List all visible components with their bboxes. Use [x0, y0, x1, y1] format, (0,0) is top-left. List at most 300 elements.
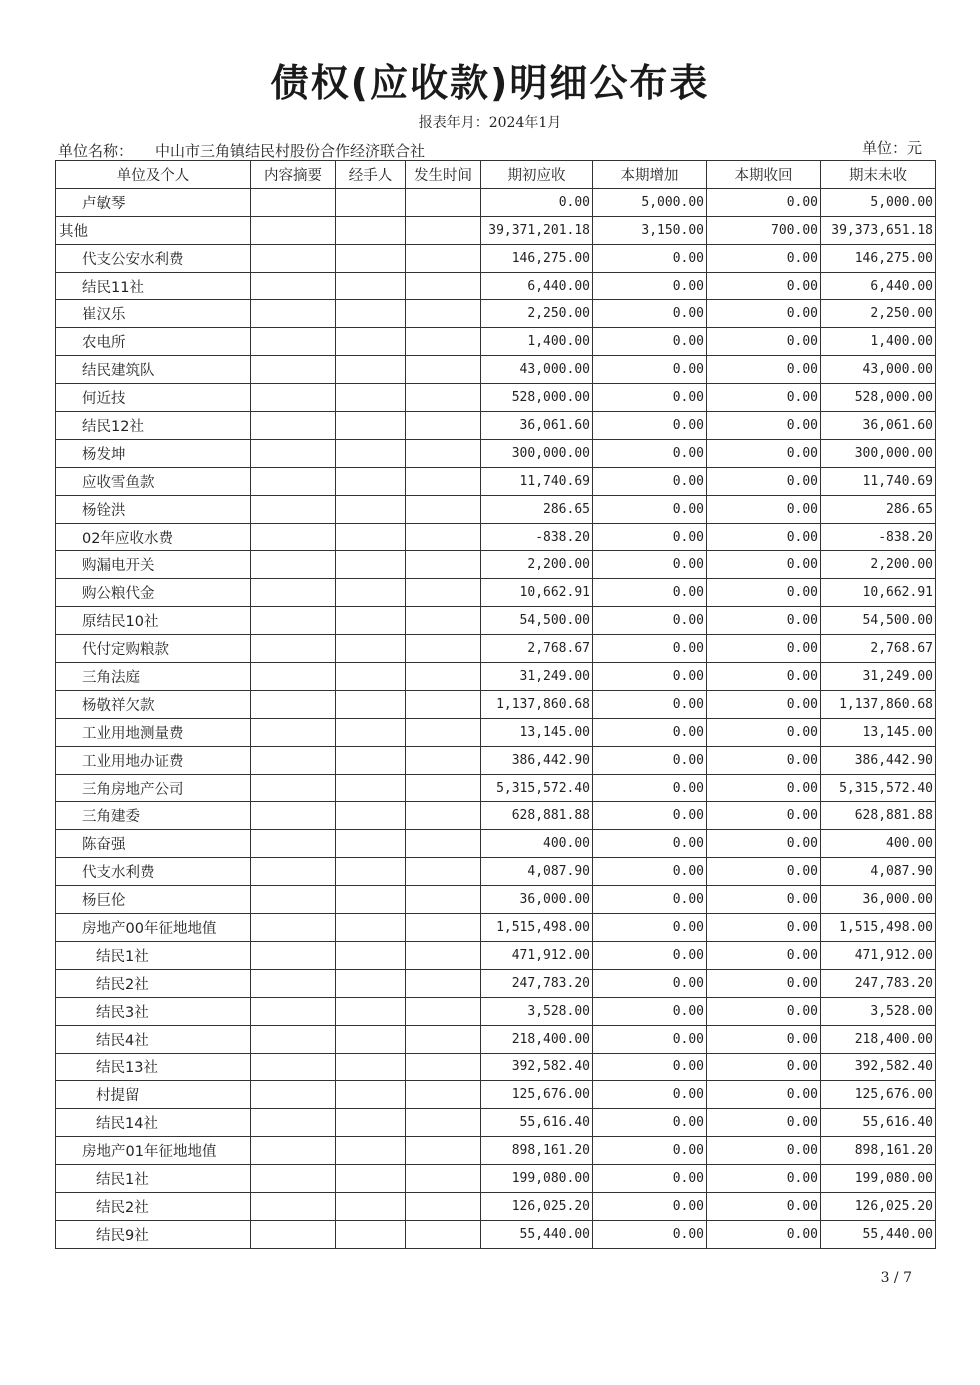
row-closing-balance: 628,881.88: [821, 802, 936, 830]
row-entity-name: 三角建委: [56, 802, 251, 830]
row-opening-balance: 628,881.88: [481, 802, 593, 830]
table-row: [56, 774, 936, 802]
table-header-row: [56, 161, 936, 189]
row-recovered: 0.00: [707, 356, 821, 384]
table-row: [56, 690, 936, 718]
row-closing-balance: 3,528.00: [821, 997, 936, 1025]
table-row: [56, 1109, 936, 1137]
row-increase: 0.00: [593, 635, 707, 663]
table-row: [56, 718, 936, 746]
table-row: [56, 635, 936, 663]
table-row: [56, 551, 936, 579]
row-closing-balance: 199,080.00: [821, 1165, 936, 1193]
row-opening-balance: 1,515,498.00: [481, 914, 593, 942]
row-date: [406, 523, 481, 551]
row-handler: [336, 635, 406, 663]
row-handler: [336, 244, 406, 272]
row-increase: 5,000.00: [593, 188, 707, 216]
page-number: 3 / 7: [880, 1270, 912, 1286]
row-recovered: 0.00: [707, 412, 821, 440]
row-entity-name: 结民2社: [56, 969, 251, 997]
row-entity-name: 三角法庭: [56, 663, 251, 691]
row-handler: [336, 356, 406, 384]
row-recovered: 0.00: [707, 244, 821, 272]
row-recovered: 0.00: [707, 746, 821, 774]
currency-unit: 单位：元: [861, 139, 922, 157]
row-handler: [336, 412, 406, 440]
row-summary: [251, 384, 336, 412]
row-date: [406, 356, 481, 384]
row-entity-name: 房地产01年征地地值: [56, 1137, 251, 1165]
row-closing-balance: 126,025.20: [821, 1192, 936, 1220]
row-handler: [336, 607, 406, 635]
table-row: [56, 886, 936, 914]
row-opening-balance: 386,442.90: [481, 746, 593, 774]
row-entity-name: 结民1社: [56, 941, 251, 969]
row-opening-balance: 0.00: [481, 188, 593, 216]
row-opening-balance: 1,400.00: [481, 328, 593, 356]
row-increase: 0.00: [593, 886, 707, 914]
table-row: [56, 969, 936, 997]
row-summary: [251, 1109, 336, 1137]
row-entity-name: 购漏电开关: [56, 551, 251, 579]
row-recovered: 0.00: [707, 718, 821, 746]
row-handler: [336, 1192, 406, 1220]
row-increase: 0.00: [593, 1081, 707, 1109]
row-handler: [336, 1165, 406, 1193]
table-row: [56, 439, 936, 467]
report-period: 报表年月：2024年1月: [418, 115, 562, 131]
row-summary: [251, 439, 336, 467]
row-closing-balance: 54,500.00: [821, 607, 936, 635]
row-entity-name: 陈奋强: [56, 830, 251, 858]
row-closing-balance: 146,275.00: [821, 244, 936, 272]
row-recovered: 0.00: [707, 914, 821, 942]
table-row: [56, 188, 936, 216]
row-opening-balance: 2,250.00: [481, 300, 593, 328]
row-recovered: 0.00: [707, 188, 821, 216]
row-increase: 0.00: [593, 467, 707, 495]
row-recovered: 0.00: [707, 1137, 821, 1165]
row-opening-balance: 218,400.00: [481, 1025, 593, 1053]
row-opening-balance: 1,137,860.68: [481, 690, 593, 718]
row-closing-balance: 898,161.20: [821, 1137, 936, 1165]
row-handler: [336, 523, 406, 551]
row-increase: 0.00: [593, 718, 707, 746]
row-recovered: 0.00: [707, 467, 821, 495]
receivables-table: [55, 160, 936, 1249]
row-entity-name: 应收雪鱼款: [56, 467, 251, 495]
row-summary: [251, 188, 336, 216]
row-recovered: 0.00: [707, 774, 821, 802]
row-opening-balance: 286.65: [481, 495, 593, 523]
row-handler: [336, 1053, 406, 1081]
row-entity-name: 结民3社: [56, 997, 251, 1025]
row-closing-balance: 5,315,572.40: [821, 774, 936, 802]
table-row: [56, 830, 936, 858]
row-closing-balance: 386,442.90: [821, 746, 936, 774]
row-increase: 0.00: [593, 774, 707, 802]
row-date: [406, 802, 481, 830]
row-summary: [251, 886, 336, 914]
row-date: [406, 328, 481, 356]
row-handler: [336, 384, 406, 412]
row-handler: [336, 551, 406, 579]
row-recovered: 700.00: [707, 216, 821, 244]
col-header-opening: 期初应收: [481, 161, 593, 189]
row-increase: 0.00: [593, 300, 707, 328]
table-row: [56, 1165, 936, 1193]
row-closing-balance: 286.65: [821, 495, 936, 523]
row-summary: [251, 746, 336, 774]
row-opening-balance: 11,740.69: [481, 467, 593, 495]
row-opening-balance: 31,249.00: [481, 663, 593, 691]
table-row: [56, 356, 936, 384]
row-recovered: 0.00: [707, 328, 821, 356]
row-summary: [251, 663, 336, 691]
row-opening-balance: 10,662.91: [481, 579, 593, 607]
row-entity-name: 结民13社: [56, 1053, 251, 1081]
row-closing-balance: 39,373,651.18: [821, 216, 936, 244]
row-opening-balance: 2,768.67: [481, 635, 593, 663]
row-recovered: 0.00: [707, 1081, 821, 1109]
table-row: [56, 1192, 936, 1220]
row-recovered: 0.00: [707, 1025, 821, 1053]
unit-name-line: [58, 140, 425, 161]
row-opening-balance: 125,676.00: [481, 1081, 593, 1109]
row-entity-name: 代支水利费: [56, 858, 251, 886]
row-handler: [336, 969, 406, 997]
row-date: [406, 188, 481, 216]
table-row: [56, 941, 936, 969]
row-recovered: 0.00: [707, 384, 821, 412]
row-closing-balance: 36,000.00: [821, 886, 936, 914]
row-closing-balance: 125,676.00: [821, 1081, 936, 1109]
table-row: [56, 244, 936, 272]
row-increase: 0.00: [593, 1053, 707, 1081]
row-entity-name: 原结民10社: [56, 607, 251, 635]
row-increase: 0.00: [593, 663, 707, 691]
row-summary: [251, 1137, 336, 1165]
row-closing-balance: 2,250.00: [821, 300, 936, 328]
row-closing-balance: 2,768.67: [821, 635, 936, 663]
row-opening-balance: 4,087.90: [481, 858, 593, 886]
row-recovered: 0.00: [707, 997, 821, 1025]
row-opening-balance: 54,500.00: [481, 607, 593, 635]
row-date: [406, 1192, 481, 1220]
row-increase: 3,150.00: [593, 216, 707, 244]
row-opening-balance: 898,161.20: [481, 1137, 593, 1165]
row-entity-name: 卢敏琴: [56, 188, 251, 216]
row-date: [406, 1025, 481, 1053]
row-closing-balance: 218,400.00: [821, 1025, 936, 1053]
row-increase: 0.00: [593, 914, 707, 942]
row-entity-name: 杨巨伦: [56, 886, 251, 914]
row-handler: [336, 1220, 406, 1248]
row-date: [406, 467, 481, 495]
col-header-closing: 期末未收: [821, 161, 936, 189]
row-summary: [251, 300, 336, 328]
table-row: [56, 607, 936, 635]
row-closing-balance: 10,662.91: [821, 579, 936, 607]
row-increase: 0.00: [593, 607, 707, 635]
row-recovered: 0.00: [707, 969, 821, 997]
row-increase: 0.00: [593, 858, 707, 886]
row-opening-balance: 55,440.00: [481, 1220, 593, 1248]
row-entity-name: 杨铨洪: [56, 495, 251, 523]
row-opening-balance: 3,528.00: [481, 997, 593, 1025]
row-opening-balance: 5,315,572.40: [481, 774, 593, 802]
row-closing-balance: 43,000.00: [821, 356, 936, 384]
row-closing-balance: 300,000.00: [821, 439, 936, 467]
row-handler: [336, 1081, 406, 1109]
row-date: [406, 914, 481, 942]
row-date: [406, 746, 481, 774]
row-date: [406, 663, 481, 691]
row-entity-name: 结民建筑队: [56, 356, 251, 384]
row-summary: [251, 1053, 336, 1081]
table-row: [56, 663, 936, 691]
table-row: [56, 1137, 936, 1165]
col-header-date: 发生时间: [406, 161, 481, 189]
row-recovered: 0.00: [707, 830, 821, 858]
row-handler: [336, 1137, 406, 1165]
row-increase: 0.00: [593, 384, 707, 412]
table-body: [56, 188, 936, 1248]
row-closing-balance: 55,616.40: [821, 1109, 936, 1137]
row-handler: [336, 188, 406, 216]
table-row: [56, 384, 936, 412]
row-recovered: 0.00: [707, 300, 821, 328]
row-recovered: 0.00: [707, 579, 821, 607]
row-increase: 0.00: [593, 1137, 707, 1165]
row-entity-name: 崔汉乐: [56, 300, 251, 328]
row-increase: 0.00: [593, 830, 707, 858]
row-date: [406, 244, 481, 272]
row-opening-balance: 471,912.00: [481, 941, 593, 969]
row-recovered: 0.00: [707, 635, 821, 663]
table-row: [56, 216, 936, 244]
row-opening-balance: -838.20: [481, 523, 593, 551]
row-closing-balance: 1,137,860.68: [821, 690, 936, 718]
row-opening-balance: 146,275.00: [481, 244, 593, 272]
table-row: [56, 802, 936, 830]
row-handler: [336, 718, 406, 746]
row-increase: 0.00: [593, 244, 707, 272]
row-closing-balance: -838.20: [821, 523, 936, 551]
row-summary: [251, 802, 336, 830]
col-header-summary: 内容摘要: [251, 161, 336, 189]
row-summary: [251, 523, 336, 551]
col-header-handler: 经手人: [336, 161, 406, 189]
row-summary: [251, 272, 336, 300]
row-date: [406, 1220, 481, 1248]
row-opening-balance: 36,061.60: [481, 412, 593, 440]
row-summary: [251, 830, 336, 858]
row-closing-balance: 400.00: [821, 830, 936, 858]
row-date: [406, 551, 481, 579]
row-date: [406, 412, 481, 440]
row-opening-balance: 300,000.00: [481, 439, 593, 467]
row-handler: [336, 216, 406, 244]
row-summary: [251, 718, 336, 746]
row-date: [406, 1165, 481, 1193]
row-increase: 0.00: [593, 523, 707, 551]
row-handler: [336, 1109, 406, 1137]
table-row: [56, 858, 936, 886]
row-summary: [251, 1081, 336, 1109]
row-entity-name: 结民4社: [56, 1025, 251, 1053]
row-closing-balance: 1,515,498.00: [821, 914, 936, 942]
row-increase: 0.00: [593, 1192, 707, 1220]
row-increase: 0.00: [593, 328, 707, 356]
table-row: [56, 523, 936, 551]
row-date: [406, 858, 481, 886]
row-summary: [251, 328, 336, 356]
row-recovered: 0.00: [707, 941, 821, 969]
row-increase: 0.00: [593, 1165, 707, 1193]
row-entity-name: 工业用地办证费: [56, 746, 251, 774]
row-date: [406, 300, 481, 328]
row-handler: [336, 467, 406, 495]
row-increase: 0.00: [593, 579, 707, 607]
row-summary: [251, 774, 336, 802]
row-increase: 0.00: [593, 802, 707, 830]
row-date: [406, 635, 481, 663]
table-row: [56, 495, 936, 523]
row-date: [406, 607, 481, 635]
row-increase: 0.00: [593, 1025, 707, 1053]
row-summary: [251, 244, 336, 272]
row-opening-balance: 392,582.40: [481, 1053, 593, 1081]
row-handler: [336, 272, 406, 300]
receivables-table-wrapper: [55, 160, 935, 1249]
row-opening-balance: 6,440.00: [481, 272, 593, 300]
row-recovered: 0.00: [707, 439, 821, 467]
table-row: [56, 914, 936, 942]
row-closing-balance: 11,740.69: [821, 467, 936, 495]
row-opening-balance: 36,000.00: [481, 886, 593, 914]
col-header-entity: 单位及个人: [56, 161, 251, 189]
row-date: [406, 941, 481, 969]
table-row: [56, 272, 936, 300]
row-closing-balance: 13,145.00: [821, 718, 936, 746]
row-closing-balance: 2,200.00: [821, 551, 936, 579]
row-opening-balance: 55,616.40: [481, 1109, 593, 1137]
row-handler: [336, 495, 406, 523]
unit-name: 中山市三角镇结民村股份合作经济联合社: [155, 142, 426, 160]
table-row: [56, 579, 936, 607]
row-increase: 0.00: [593, 272, 707, 300]
row-entity-name: 工业用地测量费: [56, 718, 251, 746]
table-row: [56, 997, 936, 1025]
row-opening-balance: 199,080.00: [481, 1165, 593, 1193]
row-handler: [336, 746, 406, 774]
row-summary: [251, 1220, 336, 1248]
row-closing-balance: 4,087.90: [821, 858, 936, 886]
col-header-recovered: 本期收回: [707, 161, 821, 189]
row-entity-name: 代付定购粮款: [56, 635, 251, 663]
row-recovered: 0.00: [707, 607, 821, 635]
row-recovered: 0.00: [707, 1165, 821, 1193]
row-summary: [251, 1192, 336, 1220]
row-date: [406, 384, 481, 412]
row-handler: [336, 1025, 406, 1053]
table-row: [56, 300, 936, 328]
row-closing-balance: 36,061.60: [821, 412, 936, 440]
row-handler: [336, 579, 406, 607]
row-summary: [251, 356, 336, 384]
row-recovered: 0.00: [707, 886, 821, 914]
row-recovered: 0.00: [707, 495, 821, 523]
row-date: [406, 718, 481, 746]
row-entity-name: 杨发坤: [56, 439, 251, 467]
row-handler: [336, 300, 406, 328]
row-entity-name: 何近技: [56, 384, 251, 412]
row-closing-balance: 1,400.00: [821, 328, 936, 356]
row-date: [406, 495, 481, 523]
row-recovered: 0.00: [707, 1109, 821, 1137]
table-row: [56, 1025, 936, 1053]
row-summary: [251, 216, 336, 244]
row-entity-name: 村提留: [56, 1081, 251, 1109]
row-entity-name: 结民12社: [56, 412, 251, 440]
row-date: [406, 774, 481, 802]
row-recovered: 0.00: [707, 858, 821, 886]
row-increase: 0.00: [593, 997, 707, 1025]
row-recovered: 0.00: [707, 551, 821, 579]
row-increase: 0.00: [593, 495, 707, 523]
row-summary: [251, 412, 336, 440]
row-summary: [251, 607, 336, 635]
table-row: [56, 1220, 936, 1248]
row-recovered: 0.00: [707, 1220, 821, 1248]
row-recovered: 0.00: [707, 663, 821, 691]
row-entity-name: 代支公安水利费: [56, 244, 251, 272]
row-summary: [251, 997, 336, 1025]
row-summary: [251, 690, 336, 718]
row-entity-name: 结民11社: [56, 272, 251, 300]
row-date: [406, 272, 481, 300]
row-increase: 0.00: [593, 412, 707, 440]
row-summary: [251, 495, 336, 523]
row-date: [406, 216, 481, 244]
row-handler: [336, 886, 406, 914]
row-increase: 0.00: [593, 356, 707, 384]
row-closing-balance: 55,440.00: [821, 1220, 936, 1248]
row-summary: [251, 969, 336, 997]
table-row: [56, 328, 936, 356]
row-closing-balance: 392,582.40: [821, 1053, 936, 1081]
row-opening-balance: 528,000.00: [481, 384, 593, 412]
row-entity-name: 购公粮代金: [56, 579, 251, 607]
row-summary: [251, 635, 336, 663]
document-title: 债权(应收款)明细公布表: [270, 61, 710, 105]
row-recovered: 0.00: [707, 272, 821, 300]
row-handler: [336, 830, 406, 858]
row-increase: 0.00: [593, 941, 707, 969]
row-handler: [336, 328, 406, 356]
row-date: [406, 969, 481, 997]
row-opening-balance: 247,783.20: [481, 969, 593, 997]
row-closing-balance: 5,000.00: [821, 188, 936, 216]
row-date: [406, 886, 481, 914]
row-date: [406, 1109, 481, 1137]
row-date: [406, 1081, 481, 1109]
row-handler: [336, 774, 406, 802]
row-date: [406, 690, 481, 718]
row-entity-name: 结民1社: [56, 1165, 251, 1193]
